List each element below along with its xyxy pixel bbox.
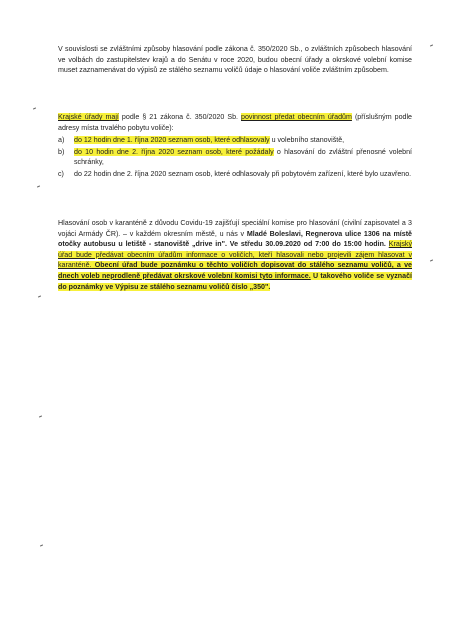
scan-speck [37, 185, 40, 187]
scan-speck [33, 107, 36, 109]
scan-speck [38, 295, 41, 297]
deadline-list [58, 135, 412, 179]
list-item-label: c) [58, 169, 64, 178]
list-item [58, 147, 412, 168]
quarantine-commission-text: Hlasování osob v karanténě z důvodu Covidu-19 zajišťují speciální komise pro hlasování (civilní zapisovatel a 3 vojáci Armády ČR). – v každém okresním městě, u nás v [58, 219, 412, 238]
list-item-highlight: do 10 hodin dne 2. října 2020 seznam osob, které požádaly [74, 147, 274, 156]
intro-law-ref: podle § 21 zákona č. 350/2020 Sb. [118, 113, 242, 121]
intro-obligation: povinnost předat obecním úřadům [241, 113, 352, 121]
regional-office-info: Krajský úřad bude předávat obecním úřadům informace o voličích, kteří hlasovali nebo projevili zájem hlasovat v karanténě. [58, 240, 412, 270]
note-350: U takového voliče se vyznačí do poznámky ve Výpisu ze stálého seznamu voličů číslo „350". [58, 271, 412, 291]
paragraph-special-voting: V souvislosti se zvláštními způsoby hlasování podle zákona č. 350/2020 Sb., o zvláštních způsobech hlasování ve volbách do zastupitelstev krajů a do Senátu v roce 2020, budou obecní úřady a okrskové volební komise muset zaznamenávat do výpisů ze stálého seznamu voličů údaje o hlasování voliče zvláštním způsobem. [58, 45, 412, 75]
paragraph-quarantine-voting [58, 218, 412, 292]
intro-note: (příslušným podle adresy místa trvalého pobytu voliče): [58, 113, 412, 132]
paragraph-regional-offices [58, 112, 412, 181]
list-item-label: a) [58, 136, 65, 145]
list-item-label: b) [58, 147, 65, 156]
intro-subject: Krajské úřady mají [58, 113, 119, 121]
quarantine-location: Mladé Boleslavi, Regnerova ulice 1306 na místě otočky autobusu u letiště - stanoviště „drive in". Ve středu 30.09.2020 od 7:00 do 15:00 hodin. [58, 229, 412, 249]
list-item [58, 169, 412, 180]
scan-speck [39, 415, 42, 417]
list-item-text: u volebního stanoviště, [269, 136, 345, 145]
list-item-text: o hlasování do zvláštní přenosné volební schránky, [74, 147, 413, 167]
list-item-highlight: do 12 hodin dne 1. října 2020 seznam osob, které odhlasovaly [74, 136, 270, 145]
list-item-text: do 22 hodin dne 2. října 2020 seznam osob, které odhlasovaly při pobytovém zařízení, které bylo uzavřeno. [74, 169, 412, 178]
scan-speck [430, 44, 433, 46]
scan-speck [430, 259, 433, 261]
municipal-office-duty: Obecní úřad bude poznámku o těchto voličích dopisovat do stálého seznamu voličů, a ve dnech voleb neprodleně předávat okrskové volební komisi tyto informace. [58, 261, 412, 280]
regional-offices-intro [58, 112, 412, 133]
scan-speck [40, 544, 43, 546]
list-item [58, 135, 412, 146]
